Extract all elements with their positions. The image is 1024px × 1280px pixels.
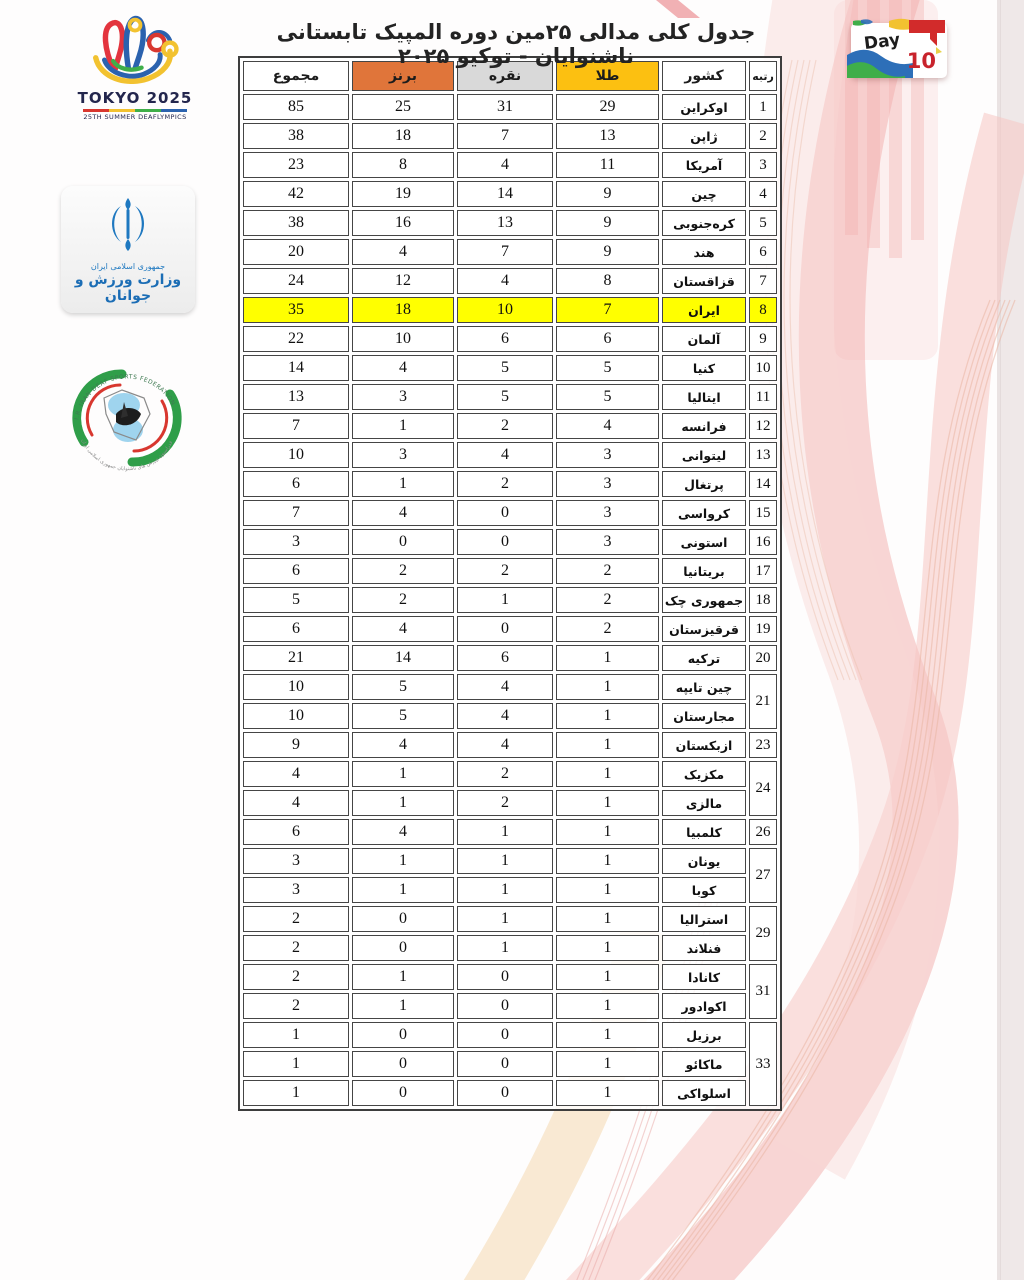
gold-cell: 1: [556, 819, 659, 845]
rank-cell: 12: [749, 413, 777, 439]
country-cell: اکوادور: [662, 993, 746, 1019]
federation-arc-bottom-text: فدراسیون ورزش های ناشنوایان جمهوری اسلامی ایران: [79, 438, 175, 473]
total-cell: 9: [243, 732, 349, 758]
country-cell: آلمان: [662, 326, 746, 352]
gold-cell: 5: [556, 355, 659, 381]
medal-row: [243, 297, 777, 323]
day-number: 10: [906, 49, 936, 73]
total-cell: 7: [243, 500, 349, 526]
silver-cell: 4: [457, 268, 553, 294]
total-cell: 13: [243, 384, 349, 410]
silver-cell: 7: [457, 123, 553, 149]
bronze-cell: 25: [352, 94, 454, 120]
silver-cell: 4: [457, 674, 553, 700]
bronze-cell: 1: [352, 848, 454, 874]
country-cell: بریتانیا: [662, 558, 746, 584]
bronze-cell: 4: [352, 500, 454, 526]
rank-cell: 13: [749, 442, 777, 468]
silver-cell: 5: [457, 355, 553, 381]
country-cell: ازبکستان: [662, 732, 746, 758]
silver-cell: 0: [457, 1080, 553, 1106]
rank-cell: 1: [749, 94, 777, 120]
bronze-cell: 1: [352, 413, 454, 439]
total-cell: 14: [243, 355, 349, 381]
silver-cell: 5: [457, 384, 553, 410]
total-cell: 1: [243, 1051, 349, 1077]
bronze-cell: 1: [352, 761, 454, 787]
total-cell: 38: [243, 123, 349, 149]
medal-row: [243, 935, 777, 961]
silver-cell: 31: [457, 94, 553, 120]
medal-row: [243, 616, 777, 642]
total-cell: 23: [243, 152, 349, 178]
header-country: کشور: [662, 61, 746, 91]
total-cell: 85: [243, 94, 349, 120]
total-cell: 42: [243, 181, 349, 207]
total-cell: 3: [243, 877, 349, 903]
total-cell: 3: [243, 848, 349, 874]
deaf-sports-federation-logo: [64, 350, 190, 484]
medal-row: [243, 558, 777, 584]
country-cell: فنلاند: [662, 935, 746, 961]
medal-row: [243, 413, 777, 439]
medal-row: [243, 877, 777, 903]
ministry-line1: جمهوری اسلامی ایران: [90, 262, 166, 271]
bronze-cell: 4: [352, 616, 454, 642]
bronze-cell: 14: [352, 645, 454, 671]
gold-cell: 2: [556, 558, 659, 584]
country-cell: کانادا: [662, 964, 746, 990]
iran-ministry-logo: [61, 186, 195, 313]
rank-cell: 3: [749, 152, 777, 178]
total-cell: 6: [243, 471, 349, 497]
bronze-cell: 1: [352, 790, 454, 816]
medal-row: [243, 819, 777, 845]
bronze-cell: 0: [352, 529, 454, 555]
total-cell: 20: [243, 239, 349, 265]
total-cell: 2: [243, 964, 349, 990]
medal-row: [243, 674, 777, 700]
medal-row: [243, 384, 777, 410]
header-silver: نقره: [457, 61, 553, 91]
silver-cell: 1: [457, 935, 553, 961]
rank-cell: 20: [749, 645, 777, 671]
country-cell: پرتغال: [662, 471, 746, 497]
total-cell: 1: [243, 1022, 349, 1048]
medal-row: [243, 152, 777, 178]
corner-stripe: [656, 0, 700, 18]
total-cell: 1: [243, 1080, 349, 1106]
country-cell: اوکراین: [662, 94, 746, 120]
rank-cell: 5: [749, 210, 777, 236]
bronze-cell: 2: [352, 558, 454, 584]
country-cell: برزیل: [662, 1022, 746, 1048]
country-cell: یونان: [662, 848, 746, 874]
silver-cell: 6: [457, 326, 553, 352]
header-bronze: برنز: [352, 61, 454, 91]
total-cell: 38: [243, 210, 349, 236]
total-cell: 10: [243, 703, 349, 729]
rank-cell: 11: [749, 384, 777, 410]
silver-cell: 4: [457, 732, 553, 758]
silver-cell: 0: [457, 616, 553, 642]
country-cell: مکزیک: [662, 761, 746, 787]
gold-cell: 3: [556, 442, 659, 468]
silver-cell: 14: [457, 181, 553, 207]
gold-cell: 6: [556, 326, 659, 352]
bronze-cell: 3: [352, 384, 454, 410]
ministry-line2: وزارت ورزش و جوانان: [74, 272, 182, 304]
silver-cell: 2: [457, 471, 553, 497]
bronze-cell: 0: [352, 935, 454, 961]
rank-cell: 24: [749, 761, 777, 816]
silver-cell: 4: [457, 703, 553, 729]
country-cell: کرواسی: [662, 500, 746, 526]
gold-cell: 1: [556, 906, 659, 932]
total-cell: 10: [243, 442, 349, 468]
silver-cell: 4: [457, 152, 553, 178]
total-cell: 2: [243, 935, 349, 961]
medal-row: [243, 1051, 777, 1077]
rank-cell: 14: [749, 471, 777, 497]
bronze-cell: 4: [352, 355, 454, 381]
total-cell: 6: [243, 616, 349, 642]
medal-row: [243, 123, 777, 149]
page-title: جدول کلی مدالی ۲۵مین دوره المپیک تابستانی ناشنوایان - توکیو ۲۰۲۵: [276, 20, 756, 68]
country-cell: ایتالیا: [662, 384, 746, 410]
silver-cell: 6: [457, 645, 553, 671]
rainbow-bar: [83, 109, 187, 112]
country-cell: ژاپن: [662, 123, 746, 149]
gold-cell: 1: [556, 790, 659, 816]
rank-cell: 17: [749, 558, 777, 584]
silver-cell: 2: [457, 790, 553, 816]
gold-cell: 5: [556, 384, 659, 410]
medal-row: [243, 906, 777, 932]
silver-cell: 1: [457, 587, 553, 613]
tokyo-logo-subtitle: 25TH SUMMER DEAFLYMPICS: [83, 113, 187, 121]
medal-row: [243, 790, 777, 816]
silver-cell: 2: [457, 558, 553, 584]
silver-cell: 0: [457, 1022, 553, 1048]
total-cell: 4: [243, 790, 349, 816]
country-cell: استونی: [662, 529, 746, 555]
country-cell: کوبا: [662, 877, 746, 903]
rank-cell: 4: [749, 181, 777, 207]
medal-row: [243, 355, 777, 381]
country-cell: ایران: [662, 297, 746, 323]
gold-cell: 2: [556, 587, 659, 613]
silver-cell: 2: [457, 761, 553, 787]
country-cell: چین: [662, 181, 746, 207]
bronze-cell: 4: [352, 239, 454, 265]
bronze-cell: 0: [352, 1080, 454, 1106]
total-cell: 10: [243, 674, 349, 700]
country-cell: استرالیا: [662, 906, 746, 932]
total-cell: 22: [243, 326, 349, 352]
total-cell: 5: [243, 587, 349, 613]
medal-row: [243, 239, 777, 265]
day-badge: [851, 23, 947, 78]
gold-cell: 9: [556, 210, 659, 236]
day-label: Day: [862, 29, 902, 55]
bronze-cell: 1: [352, 471, 454, 497]
gold-cell: 1: [556, 674, 659, 700]
country-cell: چین تایپه: [662, 674, 746, 700]
bronze-cell: 18: [352, 297, 454, 323]
medal-row: [243, 210, 777, 236]
bronze-cell: 10: [352, 326, 454, 352]
total-cell: 24: [243, 268, 349, 294]
total-cell: 35: [243, 297, 349, 323]
gold-cell: 4: [556, 413, 659, 439]
gold-cell: 1: [556, 848, 659, 874]
rank-cell: 33: [749, 1022, 777, 1106]
gold-cell: 1: [556, 703, 659, 729]
medal-row: [243, 442, 777, 468]
bronze-cell: 1: [352, 877, 454, 903]
federation-arc-top-text: I.R. IRAN DEAF SPORTS FEDERATION: [73, 373, 177, 421]
rank-cell: 10: [749, 355, 777, 381]
gold-cell: 1: [556, 732, 659, 758]
gold-cell: 1: [556, 877, 659, 903]
bronze-cell: 0: [352, 1051, 454, 1077]
silver-cell: 0: [457, 1051, 553, 1077]
rank-cell: 31: [749, 964, 777, 1019]
country-cell: قزاقستان: [662, 268, 746, 294]
total-cell: 2: [243, 906, 349, 932]
country-cell: کلمبیا: [662, 819, 746, 845]
medal-row: [243, 587, 777, 613]
medal-row: [243, 500, 777, 526]
country-cell: هند: [662, 239, 746, 265]
gold-cell: 13: [556, 123, 659, 149]
medal-row: [243, 181, 777, 207]
medal-row: [243, 964, 777, 990]
country-cell: کنیا: [662, 355, 746, 381]
silver-cell: 1: [457, 848, 553, 874]
gold-cell: 1: [556, 993, 659, 1019]
medal-row: [243, 761, 777, 787]
silver-cell: 4: [457, 442, 553, 468]
country-cell: مالزی: [662, 790, 746, 816]
silver-cell: 1: [457, 819, 553, 845]
medal-row: [243, 848, 777, 874]
federation-emblem-icon: [64, 350, 190, 484]
gold-cell: 2: [556, 616, 659, 642]
medal-table-body: [243, 94, 777, 1106]
header-total: مجموع: [243, 61, 349, 91]
rank-cell: 16: [749, 529, 777, 555]
bronze-cell: 4: [352, 819, 454, 845]
allah-emblem-icon: [98, 194, 158, 256]
silver-cell: 13: [457, 210, 553, 236]
bronze-cell: 0: [352, 906, 454, 932]
gold-cell: 1: [556, 935, 659, 961]
silver-cell: 10: [457, 297, 553, 323]
bronze-cell: 1: [352, 993, 454, 1019]
bronze-cell: 2: [352, 587, 454, 613]
medal-row: [243, 732, 777, 758]
country-cell: کره‌جنوبی: [662, 210, 746, 236]
total-cell: 4: [243, 761, 349, 787]
country-cell: لیتوانی: [662, 442, 746, 468]
country-cell: قرقیزستان: [662, 616, 746, 642]
rank-cell: 19: [749, 616, 777, 642]
country-cell: ماکائو: [662, 1051, 746, 1077]
bronze-cell: 0: [352, 1022, 454, 1048]
total-cell: 6: [243, 558, 349, 584]
header-gold: طلا: [556, 61, 659, 91]
gold-cell: 11: [556, 152, 659, 178]
gold-cell: 3: [556, 529, 659, 555]
gold-cell: 1: [556, 964, 659, 990]
rank-cell: 29: [749, 906, 777, 961]
medal-row: [243, 1022, 777, 1048]
silver-cell: 2: [457, 413, 553, 439]
rank-cell: 18: [749, 587, 777, 613]
medal-row: [243, 268, 777, 294]
bronze-cell: 3: [352, 442, 454, 468]
gold-cell: 3: [556, 471, 659, 497]
rank-cell: 23: [749, 732, 777, 758]
rank-cell: 27: [749, 848, 777, 903]
country-cell: جمهوری چک: [662, 587, 746, 613]
rank-cell: 7: [749, 268, 777, 294]
gold-cell: 9: [556, 239, 659, 265]
silver-cell: 0: [457, 964, 553, 990]
total-cell: 2: [243, 993, 349, 1019]
bronze-cell: 1: [352, 964, 454, 990]
silver-cell: 0: [457, 993, 553, 1019]
gold-cell: 1: [556, 1022, 659, 1048]
bronze-cell: 16: [352, 210, 454, 236]
rank-cell: 9: [749, 326, 777, 352]
gold-cell: 3: [556, 500, 659, 526]
medal-row: [243, 326, 777, 352]
gold-cell: 7: [556, 297, 659, 323]
total-cell: 3: [243, 529, 349, 555]
rank-cell: 21: [749, 674, 777, 729]
country-cell: آمریکا: [662, 152, 746, 178]
gold-cell: 1: [556, 645, 659, 671]
gold-cell: 1: [556, 761, 659, 787]
gold-cell: 8: [556, 268, 659, 294]
country-cell: ترکیه: [662, 645, 746, 671]
medal-row: [243, 94, 777, 120]
medal-row: [243, 529, 777, 555]
bronze-cell: 12: [352, 268, 454, 294]
medal-row: [243, 471, 777, 497]
total-cell: 21: [243, 645, 349, 671]
bronze-cell: 4: [352, 732, 454, 758]
medal-row: [243, 993, 777, 1019]
silver-cell: 1: [457, 877, 553, 903]
medal-row: [243, 703, 777, 729]
medal-table: [238, 56, 782, 1111]
bronze-cell: 19: [352, 181, 454, 207]
hand-icon: [68, 12, 202, 84]
gold-cell: 1: [556, 1080, 659, 1106]
tokyo-logo-title: TOKYO 2025: [77, 89, 193, 107]
header-rank: رتبه: [749, 61, 777, 91]
bronze-cell: 18: [352, 123, 454, 149]
rank-cell: 15: [749, 500, 777, 526]
bronze-cell: 5: [352, 674, 454, 700]
gold-cell: 1: [556, 1051, 659, 1077]
silver-cell: 7: [457, 239, 553, 265]
rank-cell: 6: [749, 239, 777, 265]
total-cell: 6: [243, 819, 349, 845]
rank-cell: 26: [749, 819, 777, 845]
country-cell: اسلواکی: [662, 1080, 746, 1106]
bronze-cell: 5: [352, 703, 454, 729]
bronze-cell: 8: [352, 152, 454, 178]
gold-cell: 9: [556, 181, 659, 207]
total-cell: 7: [243, 413, 349, 439]
silver-cell: 0: [457, 529, 553, 555]
medal-row: [243, 645, 777, 671]
country-cell: مجارستان: [662, 703, 746, 729]
tokyo-2025-deaflympics-logo: [68, 12, 202, 124]
rank-cell: 8: [749, 297, 777, 323]
silver-cell: 0: [457, 500, 553, 526]
country-cell: فرانسه: [662, 413, 746, 439]
rank-cell: 2: [749, 123, 777, 149]
medal-row: [243, 1080, 777, 1106]
silver-cell: 1: [457, 906, 553, 932]
gold-cell: 29: [556, 94, 659, 120]
